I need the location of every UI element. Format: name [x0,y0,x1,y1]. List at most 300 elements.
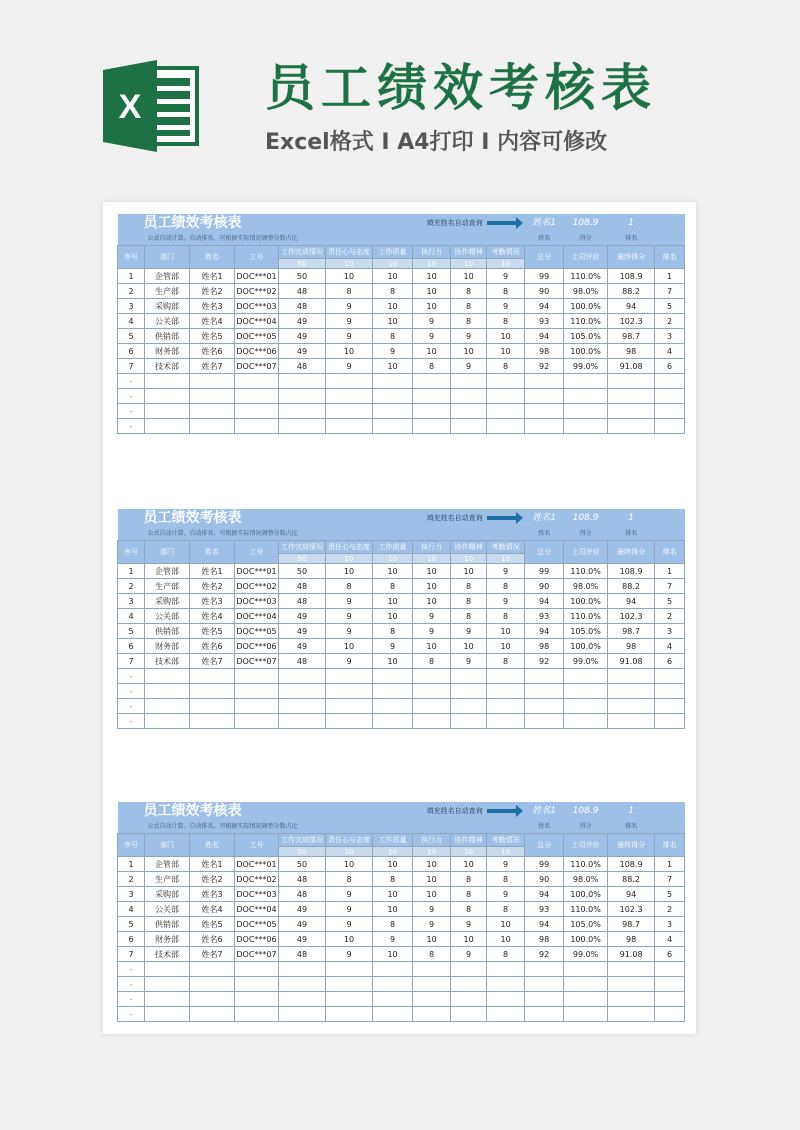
table-cell[interactable]: 49 [279,624,326,639]
table-cell[interactable] [487,374,525,389]
table-cell[interactable] [235,1007,279,1022]
table-cell[interactable]: - [118,374,145,389]
table-cell[interactable]: 98.0% [564,284,608,299]
table-cell[interactable] [373,389,413,404]
table-cell[interactable]: 98 [525,639,564,654]
table-cell[interactable]: 10 [326,344,373,359]
table-cell[interactable]: 10 [413,887,451,902]
table-cell[interactable]: 3 [655,329,685,344]
table-cell[interactable]: 7 [655,284,685,299]
table-cell[interactable] [190,669,235,684]
table-cell[interactable] [608,389,655,404]
table-cell[interactable] [608,699,655,714]
table-cell[interactable] [525,992,564,1007]
table-cell[interactable]: 10 [373,947,413,962]
table-cell[interactable]: 98.7 [608,917,655,932]
table-cell[interactable]: - [118,992,145,1007]
table-cell[interactable] [525,404,564,419]
table-cell[interactable] [373,669,413,684]
table-cell[interactable]: 9 [413,314,451,329]
table-cell[interactable]: 3 [655,624,685,639]
table-cell[interactable] [655,404,685,419]
table-cell[interactable] [655,374,685,389]
table-cell[interactable]: 9 [326,299,373,314]
table-cell[interactable]: DOC***06 [235,639,279,654]
table-cell[interactable]: 50 [279,564,326,579]
table-cell[interactable]: 10 [373,857,413,872]
table-cell[interactable]: DOC***03 [235,299,279,314]
table-cell[interactable]: 姓名3 [190,887,235,902]
table-cell[interactable] [326,669,373,684]
table-cell[interactable]: DOC***05 [235,624,279,639]
table-cell[interactable] [608,684,655,699]
table-cell[interactable]: 90 [525,579,564,594]
table-cell[interactable]: 姓名7 [190,359,235,374]
table-cell[interactable] [279,699,326,714]
table-cell[interactable] [525,389,564,404]
table-cell[interactable] [373,699,413,714]
table-cell[interactable]: 9 [326,654,373,669]
table-cell[interactable] [525,669,564,684]
table-cell[interactable]: 9 [451,947,487,962]
table-cell[interactable]: 9 [413,902,451,917]
table-cell[interactable]: 9 [373,932,413,947]
table-cell[interactable]: 100.0% [564,594,608,609]
table-cell[interactable] [487,992,525,1007]
table-cell[interactable] [655,714,685,729]
table-cell[interactable]: 5 [655,887,685,902]
table-cell[interactable]: 98 [608,932,655,947]
table-cell[interactable] [564,1007,608,1022]
table-cell[interactable]: 8 [326,579,373,594]
table-cell[interactable]: 91.08 [608,359,655,374]
table-cell[interactable]: 110.0% [564,269,608,284]
table-cell[interactable] [655,962,685,977]
table-cell[interactable]: 98 [608,639,655,654]
table-cell[interactable]: 49 [279,314,326,329]
table-cell[interactable] [564,669,608,684]
table-cell[interactable]: 8 [413,359,451,374]
table-cell[interactable]: 公关部 [145,314,190,329]
table-cell[interactable]: 2 [655,609,685,624]
table-cell[interactable]: 94 [608,299,655,314]
table-cell[interactable]: 102.3 [608,314,655,329]
table-cell[interactable] [413,714,451,729]
table-cell[interactable]: 8 [487,902,525,917]
table-cell[interactable]: 5 [118,624,145,639]
table-cell[interactable]: 9 [487,857,525,872]
table-cell[interactable]: 9 [373,344,413,359]
table-cell[interactable] [564,684,608,699]
table-cell[interactable]: - [118,714,145,729]
table-cell[interactable] [413,389,451,404]
table-cell[interactable]: 姓名1 [190,564,235,579]
table-cell[interactable]: 1 [118,857,145,872]
table-cell[interactable]: DOC***02 [235,579,279,594]
table-cell[interactable]: 94 [525,917,564,932]
table-cell[interactable]: DOC***03 [235,887,279,902]
table-cell[interactable] [145,962,190,977]
table-cell[interactable] [413,977,451,992]
table-cell[interactable]: 10 [413,932,451,947]
table-cell[interactable]: 10 [451,564,487,579]
table-cell[interactable]: 7 [118,359,145,374]
table-cell[interactable]: 10 [487,932,525,947]
table-cell[interactable]: 94 [525,329,564,344]
table-cell[interactable]: 48 [279,947,326,962]
table-cell[interactable]: 8 [326,284,373,299]
table-cell[interactable]: DOC***02 [235,284,279,299]
table-cell[interactable]: 49 [279,609,326,624]
table-cell[interactable] [413,699,451,714]
table-cell[interactable]: 7 [118,654,145,669]
table-cell[interactable] [326,374,373,389]
table-cell[interactable]: - [118,389,145,404]
table-cell[interactable]: 10 [413,872,451,887]
table-cell[interactable]: 8 [487,947,525,962]
table-cell[interactable]: 10 [413,269,451,284]
table-cell[interactable]: 93 [525,902,564,917]
table-cell[interactable]: 10 [373,609,413,624]
table-cell[interactable] [487,419,525,434]
table-cell[interactable]: 88.2 [608,579,655,594]
table-cell[interactable] [190,419,235,434]
table-cell[interactable] [451,404,487,419]
table-cell[interactable] [235,684,279,699]
table-cell[interactable]: 10 [487,639,525,654]
table-cell[interactable]: 8 [487,654,525,669]
table-cell[interactable]: 8 [451,314,487,329]
table-cell[interactable] [413,669,451,684]
table-cell[interactable]: 99.0% [564,654,608,669]
table-cell[interactable]: 48 [279,594,326,609]
table-cell[interactable]: DOC***04 [235,609,279,624]
table-cell[interactable] [608,714,655,729]
table-cell[interactable] [279,714,326,729]
table-cell[interactable] [608,992,655,1007]
table-cell[interactable]: DOC***04 [235,314,279,329]
table-cell[interactable]: 9 [326,947,373,962]
table-cell[interactable]: 生产部 [145,284,190,299]
table-cell[interactable] [326,684,373,699]
table-cell[interactable]: 98.0% [564,872,608,887]
table-cell[interactable]: 49 [279,639,326,654]
table-cell[interactable] [564,977,608,992]
table-cell[interactable] [190,684,235,699]
table-cell[interactable] [190,374,235,389]
table-cell[interactable]: DOC***02 [235,872,279,887]
table-cell[interactable]: 48 [279,299,326,314]
table-cell[interactable]: 8 [373,624,413,639]
table-cell[interactable] [655,699,685,714]
lookup-name-input[interactable]: 姓名1 [525,214,564,232]
table-cell[interactable]: DOC***05 [235,329,279,344]
table-cell[interactable]: 8 [487,872,525,887]
table-cell[interactable] [525,699,564,714]
table-cell[interactable]: 8 [487,359,525,374]
table-cell[interactable]: 48 [279,872,326,887]
table-cell[interactable] [235,374,279,389]
table-cell[interactable]: 9 [326,887,373,902]
table-cell[interactable] [564,404,608,419]
table-cell[interactable] [235,669,279,684]
table-cell[interactable] [279,404,326,419]
table-cell[interactable]: 105.0% [564,624,608,639]
table-cell[interactable]: 98 [525,344,564,359]
table-cell[interactable] [525,714,564,729]
table-cell[interactable]: 110.0% [564,564,608,579]
table-cell[interactable] [487,977,525,992]
table-cell[interactable]: 9 [326,609,373,624]
table-cell[interactable]: 102.3 [608,902,655,917]
table-cell[interactable] [564,374,608,389]
table-cell[interactable]: 10 [451,857,487,872]
table-cell[interactable]: 94 [608,594,655,609]
table-cell[interactable]: 企管部 [145,564,190,579]
table-cell[interactable]: 8 [487,579,525,594]
table-cell[interactable]: 100.0% [564,344,608,359]
table-cell[interactable]: 94 [608,887,655,902]
table-cell[interactable] [279,992,326,1007]
table-cell[interactable]: 3 [118,299,145,314]
table-cell[interactable]: 8 [451,887,487,902]
table-cell[interactable]: 10 [326,639,373,654]
table-cell[interactable]: 6 [118,639,145,654]
table-cell[interactable] [564,699,608,714]
table-cell[interactable] [608,669,655,684]
table-cell[interactable]: 10 [373,269,413,284]
table-cell[interactable]: 9 [326,624,373,639]
table-cell[interactable] [373,684,413,699]
table-cell[interactable]: 99 [525,857,564,872]
table-cell[interactable] [145,714,190,729]
table-cell[interactable]: 10 [326,269,373,284]
table-cell[interactable]: 108.9 [608,857,655,872]
table-cell[interactable]: 2 [118,872,145,887]
table-cell[interactable]: 94 [525,594,564,609]
table-cell[interactable] [451,669,487,684]
table-cell[interactable]: - [118,977,145,992]
table-cell[interactable] [145,699,190,714]
table-cell[interactable]: 8 [413,947,451,962]
table-cell[interactable] [564,419,608,434]
table-cell[interactable]: 10 [413,579,451,594]
table-cell[interactable]: 2 [118,284,145,299]
table-cell[interactable]: 10 [373,902,413,917]
table-cell[interactable]: 10 [487,329,525,344]
table-cell[interactable]: 105.0% [564,917,608,932]
table-cell[interactable]: 9 [326,329,373,344]
table-cell[interactable]: - [118,669,145,684]
table-cell[interactable]: 100.0% [564,639,608,654]
table-cell[interactable]: 9 [451,329,487,344]
table-cell[interactable] [145,669,190,684]
table-cell[interactable] [235,699,279,714]
table-cell[interactable]: 10 [413,344,451,359]
table-cell[interactable]: 9 [451,359,487,374]
table-cell[interactable]: 105.0% [564,329,608,344]
table-cell[interactable] [451,389,487,404]
table-cell[interactable]: 7 [118,947,145,962]
table-cell[interactable]: 8 [451,609,487,624]
table-cell[interactable] [326,419,373,434]
table-cell[interactable]: 1 [655,269,685,284]
table-cell[interactable] [279,374,326,389]
table-cell[interactable] [235,419,279,434]
table-cell[interactable]: 88.2 [608,284,655,299]
table-cell[interactable] [608,977,655,992]
table-cell[interactable] [279,1007,326,1022]
table-cell[interactable]: 92 [525,947,564,962]
table-cell[interactable] [655,1007,685,1022]
table-cell[interactable]: 6 [655,359,685,374]
table-cell[interactable]: - [118,1007,145,1022]
table-cell[interactable]: 2 [655,314,685,329]
table-cell[interactable]: 8 [326,872,373,887]
table-cell[interactable]: 110.0% [564,314,608,329]
table-cell[interactable] [413,374,451,389]
table-cell[interactable] [487,699,525,714]
table-cell[interactable] [145,977,190,992]
table-cell[interactable] [655,684,685,699]
table-cell[interactable]: 94 [525,887,564,902]
table-cell[interactable] [413,962,451,977]
table-cell[interactable]: 90 [525,872,564,887]
table-cell[interactable] [413,684,451,699]
table-cell[interactable]: 48 [279,579,326,594]
table-cell[interactable] [451,714,487,729]
table-cell[interactable]: 7 [655,872,685,887]
table-cell[interactable]: 姓名5 [190,917,235,932]
table-cell[interactable] [279,977,326,992]
table-cell[interactable]: 8 [451,902,487,917]
table-cell[interactable]: 10 [373,654,413,669]
table-cell[interactable] [190,977,235,992]
table-cell[interactable]: 48 [279,887,326,902]
table-cell[interactable] [655,992,685,1007]
table-cell[interactable] [326,389,373,404]
table-cell[interactable] [279,419,326,434]
table-cell[interactable]: 92 [525,359,564,374]
table-cell[interactable]: 姓名4 [190,902,235,917]
table-cell[interactable]: DOC***01 [235,857,279,872]
table-cell[interactable]: 5 [118,329,145,344]
lookup-name-input[interactable]: 姓名1 [525,802,564,820]
table-cell[interactable] [608,962,655,977]
table-cell[interactable]: 49 [279,932,326,947]
table-cell[interactable]: 9 [451,917,487,932]
table-cell[interactable] [279,389,326,404]
table-cell[interactable]: - [118,699,145,714]
table-cell[interactable] [279,669,326,684]
table-cell[interactable]: - [118,962,145,977]
table-cell[interactable]: 91.08 [608,947,655,962]
table-cell[interactable]: 企管部 [145,857,190,872]
table-cell[interactable]: 108.9 [608,269,655,284]
table-cell[interactable]: 9 [413,329,451,344]
table-cell[interactable]: 10 [451,269,487,284]
table-cell[interactable]: DOC***04 [235,902,279,917]
table-cell[interactable]: 姓名6 [190,932,235,947]
table-cell[interactable]: 108.9 [608,564,655,579]
table-cell[interactable] [190,714,235,729]
table-cell[interactable]: 10 [451,639,487,654]
table-cell[interactable]: 91.08 [608,654,655,669]
table-cell[interactable] [235,389,279,404]
table-cell[interactable]: 9 [326,314,373,329]
table-cell[interactable] [235,404,279,419]
table-cell[interactable] [451,374,487,389]
table-cell[interactable] [190,699,235,714]
table-cell[interactable]: 生产部 [145,872,190,887]
table-cell[interactable]: 1 [118,564,145,579]
table-cell[interactable]: DOC***06 [235,932,279,947]
table-cell[interactable]: 48 [279,359,326,374]
table-cell[interactable]: 8 [451,284,487,299]
table-cell[interactable]: 3 [655,917,685,932]
table-cell[interactable]: 公关部 [145,609,190,624]
table-cell[interactable]: 姓名2 [190,872,235,887]
table-cell[interactable] [525,374,564,389]
table-cell[interactable]: 10 [413,639,451,654]
table-cell[interactable]: 姓名7 [190,947,235,962]
table-cell[interactable] [326,1007,373,1022]
table-cell[interactable]: 10 [373,314,413,329]
table-cell[interactable] [373,962,413,977]
table-cell[interactable] [608,1007,655,1022]
table-cell[interactable]: 1 [655,857,685,872]
table-cell[interactable]: 9 [326,902,373,917]
table-cell[interactable] [373,1007,413,1022]
table-cell[interactable]: - [118,404,145,419]
table-cell[interactable]: 93 [525,609,564,624]
table-cell[interactable]: 48 [279,654,326,669]
table-cell[interactable] [413,404,451,419]
table-cell[interactable]: 姓名6 [190,344,235,359]
table-cell[interactable]: 100.0% [564,932,608,947]
table-cell[interactable]: 姓名6 [190,639,235,654]
table-cell[interactable]: 110.0% [564,857,608,872]
table-cell[interactable]: 姓名1 [190,857,235,872]
table-cell[interactable]: 10 [373,594,413,609]
table-cell[interactable]: 9 [487,564,525,579]
table-cell[interactable]: 姓名4 [190,609,235,624]
table-cell[interactable] [235,714,279,729]
table-cell[interactable]: 6 [118,344,145,359]
table-cell[interactable]: 8 [373,579,413,594]
table-cell[interactable]: 采购部 [145,594,190,609]
table-cell[interactable] [145,419,190,434]
table-cell[interactable] [326,962,373,977]
table-cell[interactable]: 100.0% [564,299,608,314]
table-cell[interactable] [235,962,279,977]
table-cell[interactable] [525,684,564,699]
table-cell[interactable]: 姓名3 [190,594,235,609]
table-cell[interactable]: 4 [655,344,685,359]
table-cell[interactable] [235,977,279,992]
table-cell[interactable]: 10 [413,564,451,579]
table-cell[interactable]: 姓名4 [190,314,235,329]
table-cell[interactable]: 10 [451,344,487,359]
table-cell[interactable]: 94 [525,299,564,314]
table-cell[interactable]: DOC***03 [235,594,279,609]
table-cell[interactable] [145,404,190,419]
table-cell[interactable]: 8 [373,329,413,344]
table-cell[interactable] [608,404,655,419]
table-cell[interactable]: 10 [413,594,451,609]
table-cell[interactable]: 4 [118,902,145,917]
table-cell[interactable]: 8 [451,594,487,609]
